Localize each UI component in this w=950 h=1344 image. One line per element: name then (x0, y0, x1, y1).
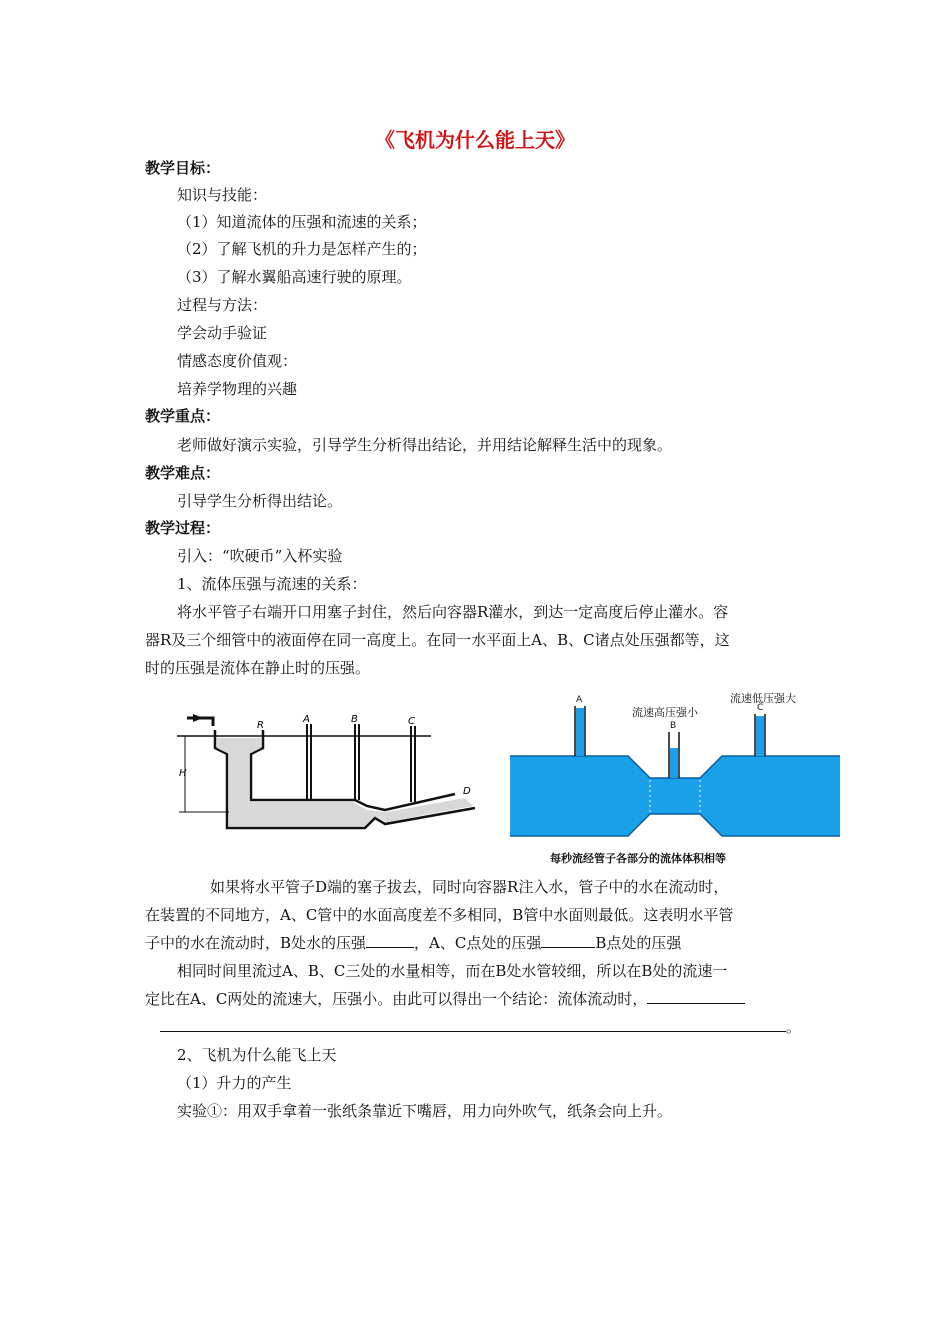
figure-caption: 每秒流经管子各部分的流体体积相等 (550, 852, 726, 865)
label-r: R (257, 720, 264, 731)
tube-c-water (756, 716, 764, 756)
para3-end: 。 (786, 1018, 802, 1036)
para3-line1: 相同时间里流过A、B、C三处的水量相等，而在B处水管较细，所以在B处的流速一 (177, 962, 728, 980)
knowledge-item-1: （1）知道流体的压强和流速的关系； (177, 213, 427, 231)
answer-blank-3[interactable] (647, 989, 745, 1004)
process-heading: 过程与方法： (177, 296, 268, 314)
answer-blank-1[interactable] (366, 933, 414, 948)
label-b: B (351, 714, 358, 725)
tube-a-water (576, 708, 584, 756)
part1-heading: 1、流体压强与流速的关系： (177, 575, 367, 593)
key-heading: 教学重点： (145, 407, 221, 425)
objectives-heading: 教学目标： (145, 159, 221, 177)
label-d: D (463, 786, 471, 797)
difficult-heading: 教学难点： (145, 464, 221, 482)
para2-line3 (145, 933, 681, 953)
label-high-speed: 流速高压强小 (632, 706, 698, 719)
attitude-heading: 情感态度价值观： (177, 352, 298, 370)
flow-diagram (510, 688, 840, 868)
para2-line3-part2: ，A、C点处的压强 (414, 934, 542, 952)
para1-line3: 时的压强是流体在静止时的压强。 (145, 659, 371, 677)
arrow-icon (193, 714, 203, 722)
procedure-heading: 教学过程： (145, 519, 221, 537)
para3-line3 (160, 1017, 801, 1037)
para2-line3-part1: 子中的水在流动时，B处水的压强 (145, 934, 367, 952)
experiment-1: 实验①：用双手拿着一张纸条靠近下嘴唇，用力向外吹气，纸条会向上升。 (177, 1102, 673, 1120)
para2-line2: 在装置的不同地方，A、C管中的水面高度差不多相同，B管中水面则最低。这表明水平管 (145, 906, 734, 924)
part2-heading: 2、飞机为什么能飞上天 (177, 1046, 337, 1064)
part2-subheading: （1）升力的产生 (177, 1074, 292, 1092)
answer-blank-4[interactable] (160, 1017, 786, 1032)
para2-line1: 如果将水平管子D端的塞子拔去，同时向容器R注入水，管子中的水在流动时， (210, 878, 729, 896)
label-low-speed: 流速低压强大 (730, 692, 796, 705)
key-text: 老师做好演示实验，引导学生分析得出结论，并用结论解释生活中的现象。 (177, 436, 673, 454)
para1-line2: 器R及三个细管中的液面停在同一高度上。在同一水平面上A、B、C诸点处压强都等，这 (145, 631, 730, 649)
para1-line1: 将水平管子右端开口用塞子封住，然后向容器R灌水，到达一定高度后停止灌水。容 (177, 603, 729, 621)
knowledge-item-2: （2）了解飞机的升力是怎样产生的； (177, 240, 427, 258)
para3-line2-text: 定比在A、C两处的流速大，压强小。由此可以得出一个结论：流体流动时， (145, 990, 648, 1008)
attitude-text: 培养学物理的兴趣 (177, 380, 298, 398)
para3-line2 (145, 989, 745, 1009)
knowledge-item-3: （3）了解水翼船高速行驶的原理。 (177, 268, 412, 286)
tube-b-water (670, 748, 678, 778)
label-a: A (576, 695, 583, 705)
inflow-pipe (187, 718, 213, 726)
intro-text: 引入：“吹硬币”入杯实验 (177, 547, 343, 565)
page-title: 《飞机为什么能上天》 (375, 128, 575, 152)
difficult-text: 引导学生分析得出结论。 (177, 492, 343, 510)
label-c: C (757, 703, 764, 713)
label-b: B (670, 721, 677, 731)
answer-blank-2[interactable] (541, 933, 595, 948)
label-a: A (303, 714, 310, 725)
para2-line3-part3: B点处的压强 (595, 934, 682, 952)
process-text: 学会动手验证 (177, 324, 268, 342)
label-h: H (179, 768, 187, 779)
label-c: C (408, 716, 415, 727)
apparatus-figure (175, 706, 480, 841)
knowledge-heading: 知识与技能： (177, 186, 268, 204)
